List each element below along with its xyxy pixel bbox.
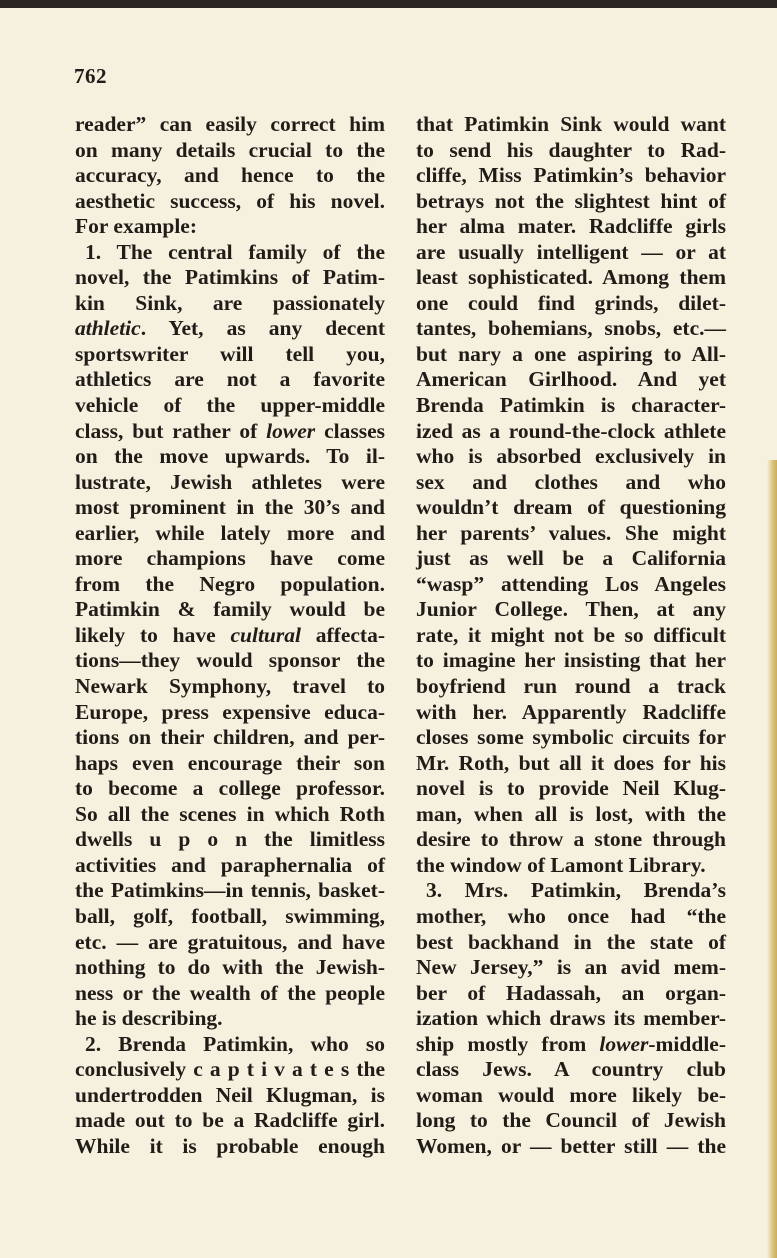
text-line: mother, who once had “the: [416, 903, 726, 928]
text-line: best backhand in the state of: [416, 929, 726, 954]
text-line: her parents’ values. She might: [416, 520, 726, 545]
text-line: woman would more likely be-: [416, 1082, 726, 1107]
text-line: 3. Mrs. Patimkin, Brenda’s: [426, 878, 726, 903]
text-line: Brenda Patimkin is character-: [416, 393, 726, 418]
text-line: Europe, press expensive educa-: [75, 699, 385, 724]
text-line: to become a college professor.: [75, 776, 385, 801]
text-line: New Jersey,” is an avid mem-: [416, 955, 726, 980]
text-line: tions on their children, and per-: [75, 725, 385, 750]
text-line: Mr. Roth, but all it does for his: [416, 750, 726, 775]
text-line: ized as a round-the-clock athlete: [416, 418, 726, 443]
emphasis-text: lower: [266, 418, 316, 443]
text-line: least sophisticated. Among them: [416, 265, 726, 290]
text-line: ber of Hadassah, an organ-: [416, 980, 726, 1005]
text-line: American Girlhood. And yet: [416, 367, 726, 392]
text-line: on many details crucial to the: [75, 137, 385, 162]
text-line: most prominent in the 30’s and: [75, 495, 385, 520]
text-line: Patimkin & family would be: [75, 597, 385, 622]
text-line: betrays not the slightest hint of: [416, 188, 726, 213]
text-line: to imagine her insisting that her: [416, 648, 726, 673]
text-line: conclusively c a p t i v a t e s the: [75, 1057, 385, 1082]
text-line: athletic. Yet, as any decent: [75, 316, 385, 341]
emphasis-text: cultural: [230, 622, 301, 647]
text-line: vehicle of the upper-middle: [75, 393, 385, 418]
text-line: “wasp” attending Los Angeles: [416, 571, 726, 596]
text-line: athletics are not a favorite: [75, 367, 385, 392]
text-line: lustrate, Jewish athletes were: [75, 469, 385, 494]
text-line: her alma mater. Radcliffe girls: [416, 214, 726, 239]
text-line: ization which draws its member-: [416, 1006, 726, 1031]
text-column-right: [416, 112, 726, 1159]
text-line: rate, it might not be so difficult: [416, 622, 726, 647]
text-line: earlier, while lately more and: [75, 520, 385, 545]
text-line: Newark Symphony, travel to: [75, 674, 385, 699]
text-line: 2. Brenda Patimkin, who so: [85, 1031, 385, 1056]
text-line: aesthetic success, of his novel.: [75, 188, 385, 213]
top-border-rule: [0, 0, 777, 8]
text-line: nothing to do with the Jewish-: [75, 955, 385, 980]
text-line: novel is to provide Neil Klug-: [416, 776, 726, 801]
text-line: tantes, bohemians, snobs, etc.—: [416, 316, 726, 341]
text-line: wouldn’t dream of questioning: [416, 495, 726, 520]
text-line: closes some symbolic circuits for: [416, 725, 726, 750]
text-line: more champions have come: [75, 546, 385, 571]
text-line: class, but rather of lower classes: [75, 418, 385, 443]
text-line: he is describing.: [75, 1006, 223, 1031]
text-line: For example:: [75, 214, 197, 239]
text-line: Women, or — better still — the: [416, 1133, 726, 1158]
text-line: long to the Council of Jewish: [416, 1108, 726, 1133]
text-line: the window of Lamont Library.: [416, 852, 706, 877]
text-line: haps even encourage their son: [75, 750, 385, 775]
text-line: 1. The central family of the: [85, 239, 385, 264]
text-line: made out to be a Radcliffe girl.: [75, 1108, 385, 1133]
text-line: cliffe, Miss Patimkin’s behavior: [416, 163, 726, 188]
text-line: with her. Apparently Radcliffe: [416, 699, 726, 724]
text-line: activities and paraphernalia of: [75, 852, 385, 877]
text-line: novel, the Patimkins of Patim-: [75, 265, 385, 290]
text-line: one could find grinds, dilet-: [416, 290, 726, 315]
text-line: While it is probable enough: [75, 1133, 385, 1158]
text-line: etc. — are gratuitous, and have: [75, 929, 385, 954]
text-line: sex and clothes and who: [416, 469, 726, 494]
text-line: the Patimkins—in tennis, basket-: [75, 878, 385, 903]
page-edge-shadow: [767, 460, 777, 1258]
text-line: desire to throw a stone through: [416, 827, 726, 852]
text-line: but nary a one aspiring to All-: [416, 341, 726, 366]
text-line: kin Sink, are passionately: [75, 290, 385, 315]
text-line: man, when all is lost, with the: [416, 801, 726, 826]
emphasis-text: lower: [599, 1031, 649, 1056]
emphasis-text: athletic: [75, 316, 141, 341]
text-line: to send his daughter to Rad-: [416, 137, 726, 162]
page-number: 762: [74, 64, 107, 88]
text-line: class Jews. A country club: [416, 1057, 726, 1082]
text-line: from the Negro population.: [75, 571, 385, 596]
text-line: dwells u p o n the limitless: [75, 827, 385, 852]
text-line: ship mostly from lower-middle-: [416, 1031, 726, 1056]
text-line: who is absorbed exclusively in: [416, 444, 726, 469]
text-line: ball, golf, football, swimming,: [75, 903, 385, 928]
text-line: accuracy, and hence to the: [75, 163, 385, 188]
text-line: that Patimkin Sink would want: [416, 112, 726, 136]
text-column-left: [75, 112, 385, 1159]
text-line: reader” can easily correct him: [75, 112, 385, 136]
text-line: sportswriter will tell you,: [75, 341, 385, 366]
text-line: likely to have cultural affecta-: [75, 622, 385, 647]
text-line: are usually intelligent — or at: [416, 239, 726, 264]
text-line: just as well be a California: [416, 546, 726, 571]
text-line: So all the scenes in which Roth: [75, 801, 385, 826]
text-line: ness or the wealth of the people: [75, 980, 385, 1005]
text-line: tions—they would sponsor the: [75, 648, 385, 673]
text-line: on the move upwards. To il-: [75, 444, 385, 469]
text-line: boyfriend run round a track: [416, 674, 726, 699]
text-line: Junior College. Then, at any: [416, 597, 726, 622]
text-line: undertrodden Neil Klugman, is: [75, 1082, 385, 1107]
